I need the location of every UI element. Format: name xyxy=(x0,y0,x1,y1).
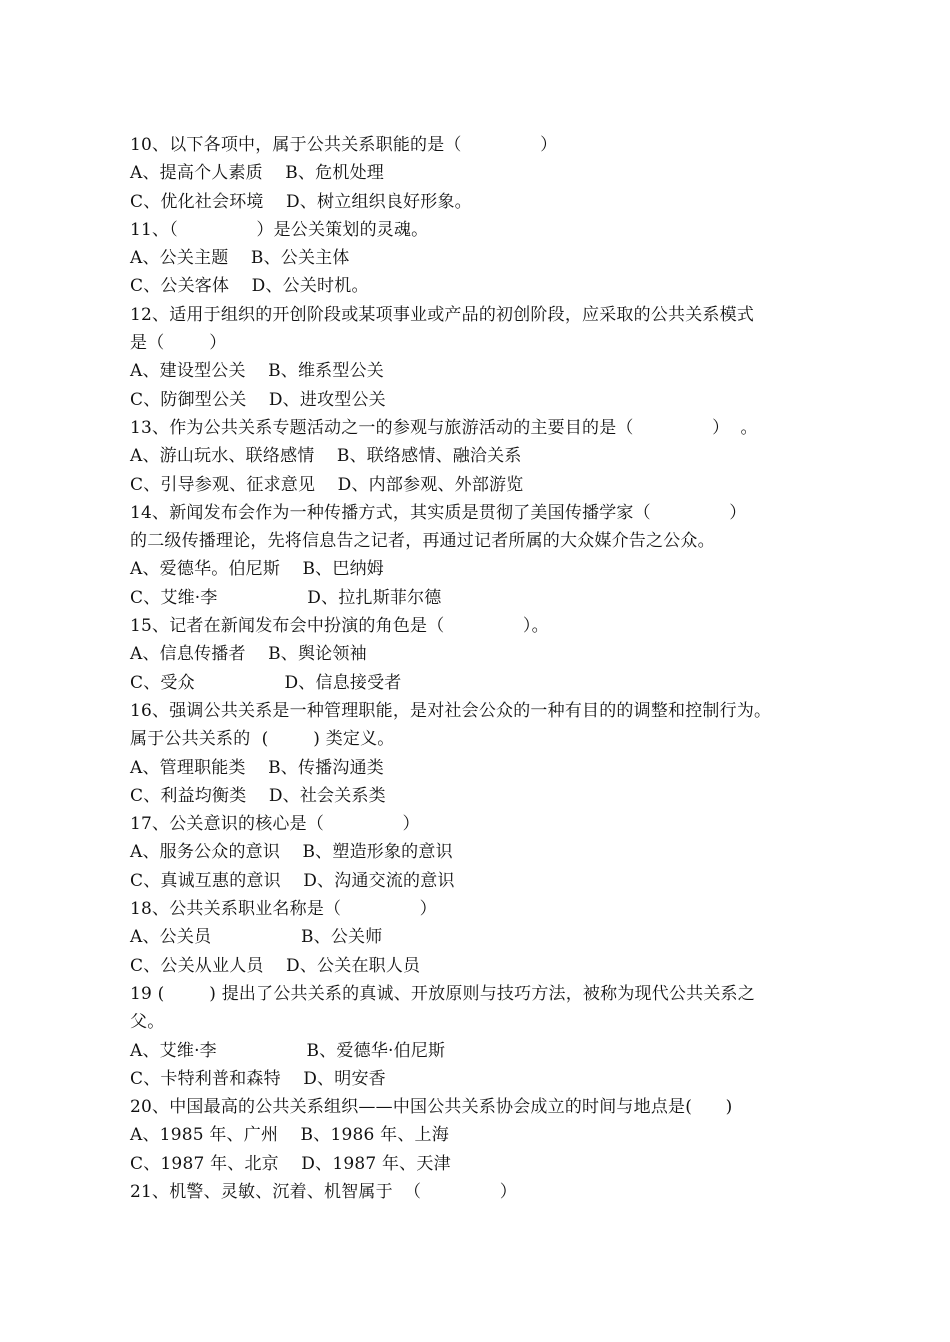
question-17: 17、公关意识的核心是（ ） xyxy=(130,814,420,835)
question-12-options-ab: A、建设型公关 B、维系型公关 xyxy=(130,361,384,382)
question-16-cont: 属于公共关系的 ( ) 类定义。 xyxy=(130,729,395,750)
question-11-options-cd: C、公关客体 D、公关时机。 xyxy=(130,276,369,297)
question-13: 13、作为公共关系专题活动之一的参观与旅游活动的主要目的是（ ） 。 xyxy=(130,417,758,438)
question-15-options-ab: A、信息传播者 B、舆论领袖 xyxy=(130,644,367,665)
question-17-options-ab: A、服务公众的意识 B、塑造形象的意识 xyxy=(130,842,453,863)
question-10-options-ab: A、提高个人素质 B、危机处理 xyxy=(130,163,384,184)
question-20-options-ab: A、1985 年、广州 B、1986 年、上海 xyxy=(130,1125,449,1146)
question-12-cont: 是（ ） xyxy=(130,333,227,354)
question-10: 10、以下各项中，属于公共关系职能的是（ ） xyxy=(130,135,558,155)
question-16-options-cd: C、利益均衡类 D、社会关系类 xyxy=(130,785,386,806)
question-20-options-cd: C、1987 年、北京 D、1987 年、天津 xyxy=(130,1153,451,1174)
question-11: 11、（ ）是公关策划的灵魂。 xyxy=(130,219,429,240)
question-15-options-cd: C、受众 D、信息接受者 xyxy=(130,672,402,693)
question-16-options-ab: A、管理职能类 B、传播沟通类 xyxy=(130,757,384,778)
question-13-options-ab: A、游山玩水、联络感情 B、联络感情、融洽关系 xyxy=(130,446,522,467)
question-19: 19 ( ) 提出了公共关系的真诚、开放原则与技巧方法，被称为现代公共关系之 xyxy=(130,983,755,1004)
question-20: 20、中国最高的公共关系组织——中国公共关系协会成立的时间与地点是( ) xyxy=(130,1097,733,1118)
question-11-options-ab: A、公关主题 B、公关主体 xyxy=(130,248,350,269)
question-10-options-cd: C、优化社会环境 D、树立组织良好形象。 xyxy=(130,191,472,212)
question-15: 15、记者在新闻发布会中扮演的角色是（ ）。 xyxy=(130,616,549,637)
question-19-cont: 父。 xyxy=(130,1012,165,1033)
question-14-options-ab: A、爱德华。伯尼斯 B、巴纳姆 xyxy=(130,559,384,580)
question-16: 16、强调公共关系是一种管理职能，是对社会公众的一种有目的的调整和控制行为。 xyxy=(130,700,772,721)
question-12: 12、适用于组织的开创阶段或某项事业或产品的初创阶段，应采取的公共关系模式 xyxy=(130,304,755,325)
question-19-options-ab: A、艾维·李 B、爱德华·伯尼斯 xyxy=(130,1040,446,1061)
question-21: 21、机警、灵敏、沉着、机智属于 （ ） xyxy=(130,1181,517,1202)
question-17-options-cd: C、真诚互惠的意识 D、沟通交流的意识 xyxy=(130,870,455,891)
question-19-options-cd: C、卡特利普和森特 D、明安香 xyxy=(130,1068,386,1089)
question-13-options-cd: C、引导参观、征求意见 D、内部参观、外部游览 xyxy=(130,474,524,495)
question-18-options-cd: C、公关从业人员 D、公关在职人员 xyxy=(130,955,421,976)
question-18-options-ab: A、公关员 B、公关师 xyxy=(130,927,383,948)
question-12-options-cd: C、防御型公关 D、进攻型公关 xyxy=(130,389,386,410)
question-18: 18、公共关系职业名称是（ ） xyxy=(130,899,437,920)
question-14: 14、新闻发布会作为一种传播方式，其实质是贯彻了美国传播学家（ ） xyxy=(130,502,747,523)
document-page xyxy=(130,131,850,1206)
question-14-cont: 的二级传播理论，先将信息告之记者，再通过记者所属的大众媒介告之公众。 xyxy=(130,531,715,552)
question-14-options-cd: C、艾维·李 D、拉扎斯菲尔德 xyxy=(130,587,442,608)
